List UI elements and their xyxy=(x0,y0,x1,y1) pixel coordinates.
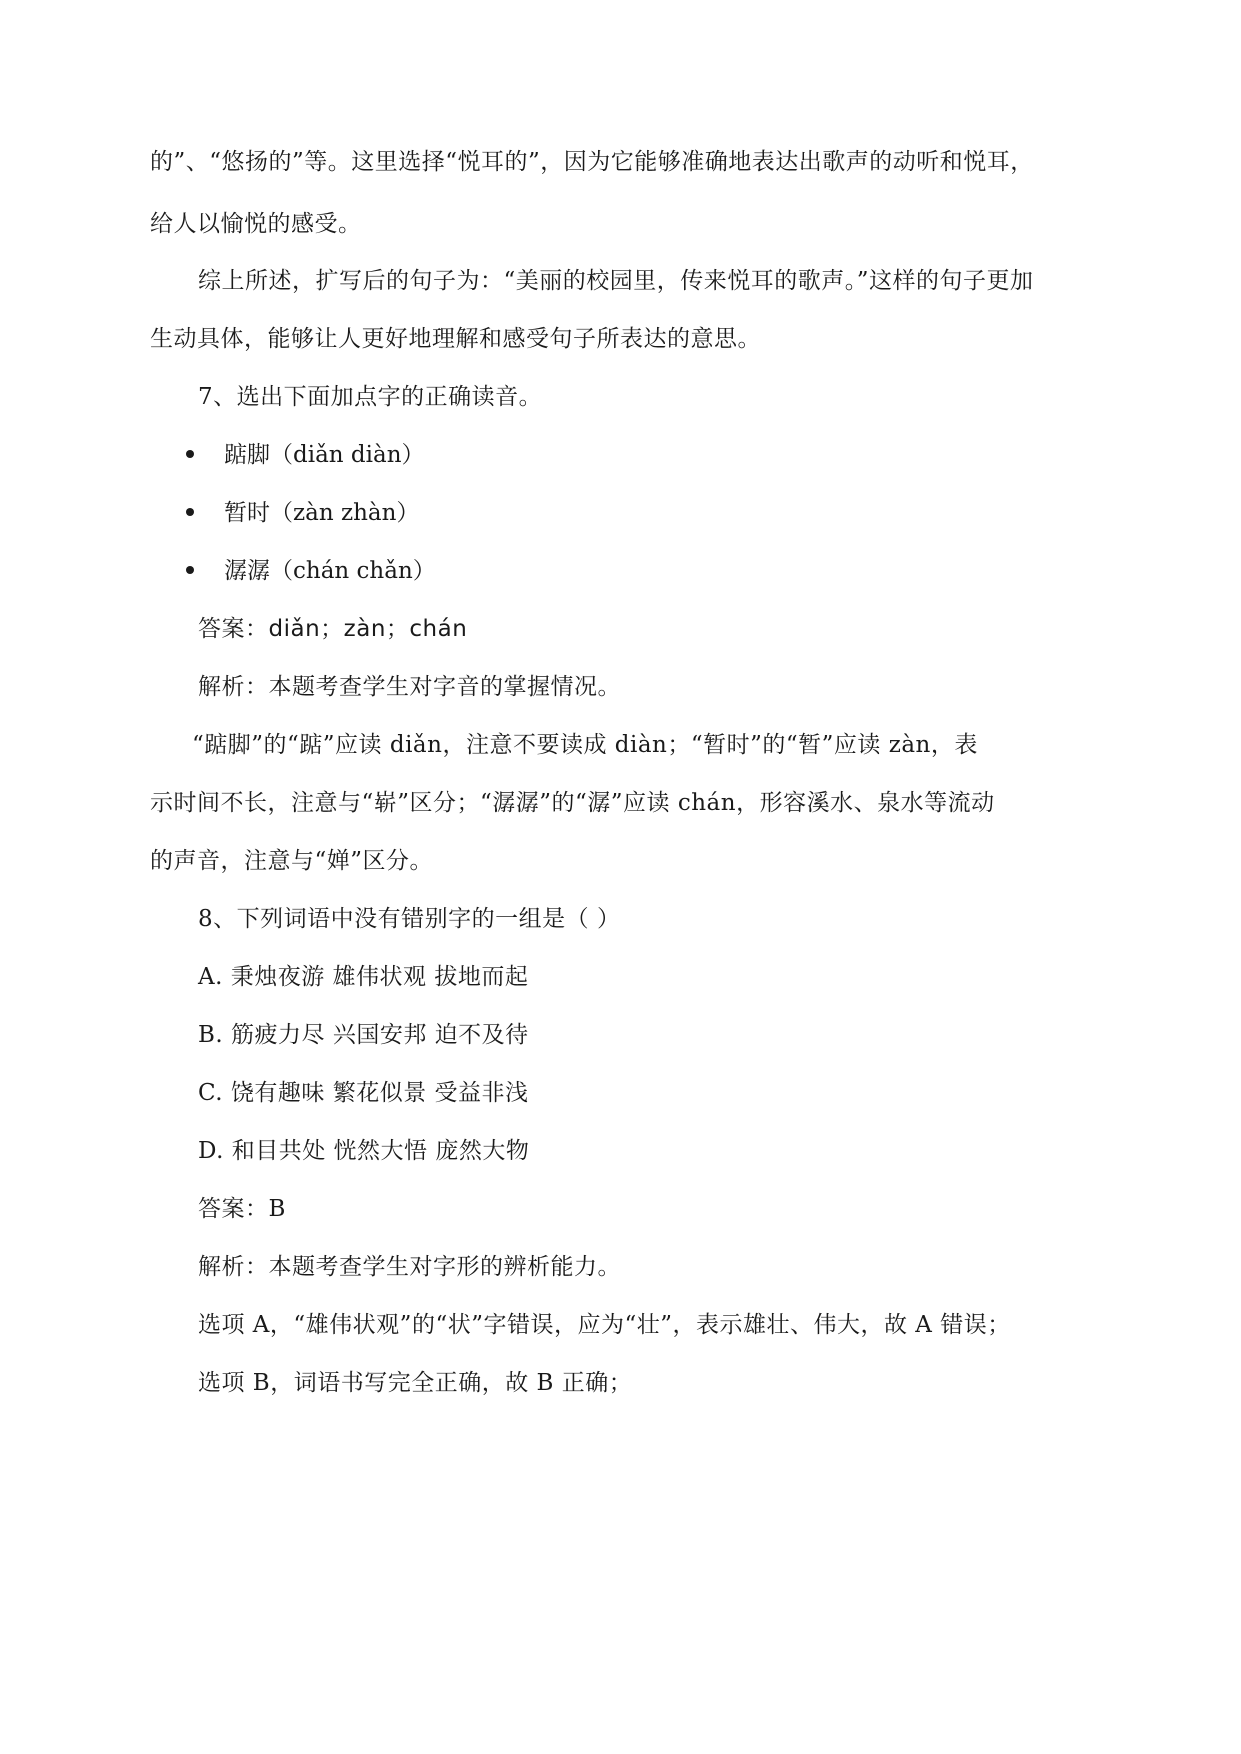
question-8-analysis: 解析：本题考查学生对字形的辨析能力。 xyxy=(198,1254,621,1280)
question-7-item xyxy=(186,555,436,587)
question-8-option-a: A. 秉烛夜游 雄伟状观 拔地而起 xyxy=(198,964,529,990)
paragraph-2-line-1: 综上所述，扩写后的句子为：“美丽的校园里，传来悦耳的歌声。”这样的句子更加 xyxy=(198,268,1034,294)
question-7-analysis: 解析：本题考查学生对字音的掌握情况。 xyxy=(198,674,621,700)
question-7-explanation-line: 的声音，注意与“婵”区分。 xyxy=(150,848,434,874)
question-7-title: 7、选出下面加点字的正确读音。 xyxy=(198,384,543,410)
question-8-explanation-line: 选项 B，词语书写完全正确，故 B 正确； xyxy=(198,1370,633,1396)
question-7-explanation-line: “踮脚”的“踮”应读 diǎn，注意不要读成 diàn；“暂时”的“暂”应读 zàn，表 xyxy=(192,732,978,758)
bullet-icon xyxy=(186,450,194,458)
question-8-option-d: D. 和目共处 恍然大悟 庞然大物 xyxy=(198,1138,530,1164)
answer-label: 答案： xyxy=(198,616,269,642)
paragraph-1-line-1: 的”、“悠扬的”等。这里选择“悦耳的”，因为它能够准确地表达出歌声的动听和悦耳， xyxy=(150,149,1034,175)
question-7-explanation-line: 示时间不长，注意与“崭”区分；“潺潺”的“潺”应读 chán，形容溪水、泉水等流动 xyxy=(150,790,995,816)
question-7-item xyxy=(186,497,419,529)
paragraph-1-line-2: 给人以愉悦的感受。 xyxy=(150,211,362,237)
question-7-item-text: 暂时（zàn zhàn） xyxy=(224,500,420,526)
bullet-icon xyxy=(186,566,194,574)
question-8-option-c: C. 饶有趣味 繁花似景 受益非浅 xyxy=(198,1080,529,1106)
question-8-explanation-line: 选项 A，“雄伟状观”的“状”字错误，应为“壮”，表示雄壮、伟大，故 A 错误； xyxy=(198,1312,1011,1338)
question-8-title: 8、下列词语中没有错别字的一组是（ ） xyxy=(198,906,621,932)
question-8-answer: 答案：B xyxy=(198,1196,286,1222)
question-7-answer xyxy=(198,613,1158,645)
question-8-option-b: B. 筋疲力尽 兴国安邦 迫不及待 xyxy=(198,1022,529,1048)
bullet-icon xyxy=(186,508,194,516)
question-7-item-text: 踮脚（diǎn diàn） xyxy=(224,442,425,468)
question-7-item xyxy=(186,439,425,471)
answer-value: diǎn；zàn；chán xyxy=(268,616,468,642)
paragraph-2-line-2: 生动具体，能够让人更好地理解和感受句子所表达的意思。 xyxy=(150,326,761,352)
question-7-item-text: 潺潺（chán chǎn） xyxy=(224,558,436,584)
